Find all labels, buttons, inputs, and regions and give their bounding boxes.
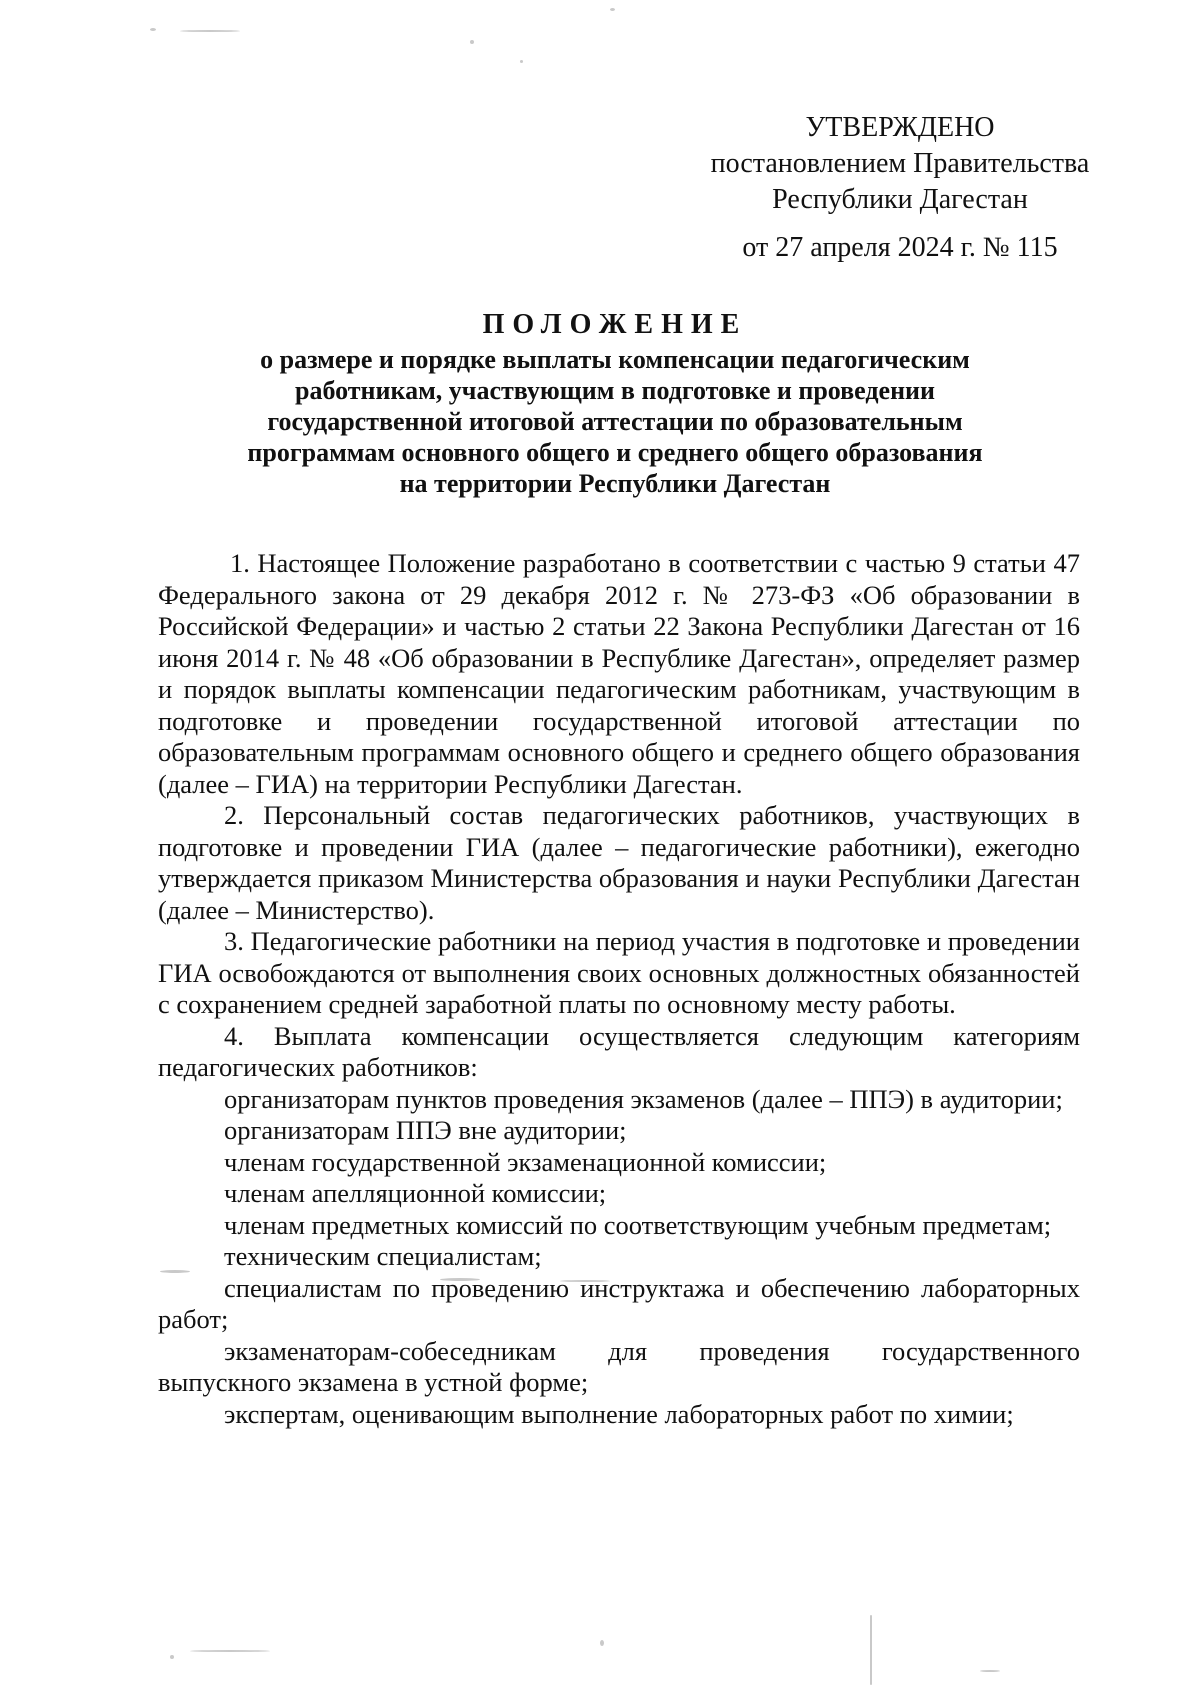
- scan-speck: [980, 1670, 1000, 1672]
- paragraph-1: 1. Настоящее Положение разработано в соответствии с частью 9 статьи 47 Федерального закона от 29 декабря 2012 г. № 273-ФЗ «Об образовании в Российской Федерации» и частью 2 статьи 22 Закона Республики Дагестан от 16 июня 2014 г. № 48 «Об образовании в Республике Дагестан», определяет размер и порядок выплаты компенсации педагогическим работникам, участвующим в подготовке и проведении государственной итоговой аттестации по образовательным программам основного общего и среднего общего образования (далее – ГИА) на территории Республики Дагестан.: [158, 548, 1080, 799]
- document-body: [158, 548, 1080, 1430]
- category-item: экспертам, оценивающим выполнение лабораторных работ по химии;: [224, 1398, 1014, 1429]
- approval-region: Республики Дагестан: [772, 184, 1028, 215]
- scan-speck: [440, 1278, 480, 1281]
- title-line: о размере и порядке выплаты компенсации педагогическим: [260, 345, 970, 374]
- title-line: государственной итоговой аттестации по образовательным: [267, 407, 963, 436]
- scan-speck: [870, 1615, 872, 1685]
- scan-speck: [600, 1640, 604, 1646]
- paragraph-4: 4. Выплата компенсации осуществляется следующим категориям педагогических работников:: [158, 1020, 1080, 1082]
- title-heading: ПОЛОЖЕНИЕ: [482, 309, 748, 340]
- approval-authority: постановлением Правительства: [710, 148, 1090, 179]
- scan-speck: [150, 28, 156, 31]
- document-title: [160, 306, 1070, 499]
- category-item: членам государственной экзаменационной комиссии;: [224, 1146, 827, 1177]
- scan-speck: [180, 30, 240, 32]
- scan-speck: [190, 1650, 270, 1652]
- approval-stamp-block: [690, 110, 1110, 266]
- scan-speck: [520, 60, 523, 63]
- paragraph-2: 2. Персональный состав педагогических работников, участвующих в подготовке и проведении ГИА (далее – педагогические работники), ежегодно утверждается приказом Министерства образования и науки Республики Дагестан (далее – Министерство).: [158, 800, 1080, 925]
- title-line: работникам, участвующим в подготовке и проведении: [294, 376, 936, 405]
- scan-speck: [170, 1655, 174, 1659]
- category-item: членам предметных комиссий по соответствующим учебным предметам;: [224, 1209, 1052, 1240]
- category-item: экзаменаторам-собеседникам для проведения государственного выпускного экзамена в устной форме;: [158, 1335, 1080, 1397]
- scan-speck: [560, 1280, 610, 1282]
- title-line: программам основного общего и среднего общего образования: [247, 438, 983, 467]
- category-item: организаторам ППЭ вне аудитории;: [224, 1115, 627, 1145]
- category-item: техническим специалистам;: [224, 1241, 542, 1271]
- category-item: организаторам пунктов проведения экзаменов (далее – ППЭ) в аудитории;: [224, 1083, 1063, 1114]
- title-line: на территории Республики Дагестан: [399, 469, 831, 498]
- scan-speck: [160, 1270, 190, 1273]
- category-item: специалистам по проведению инструктажа и обеспечению лабораторных работ;: [158, 1272, 1080, 1334]
- approval-status: УТВЕРЖДЕНО: [805, 112, 995, 143]
- paragraph-3: 3. Педагогические работники на период участия в подготовке и проведении ГИА освобождаются от выполнения своих основных должностных обязанностей с сохранением средней заработной платы по основному месту работы.: [158, 926, 1080, 1019]
- scan-speck: [470, 40, 474, 44]
- approval-date: от 27 апреля 2024 г. № 115: [742, 232, 1058, 263]
- category-item: членам апелляционной комиссии;: [224, 1178, 607, 1208]
- scan-speck: [610, 8, 615, 11]
